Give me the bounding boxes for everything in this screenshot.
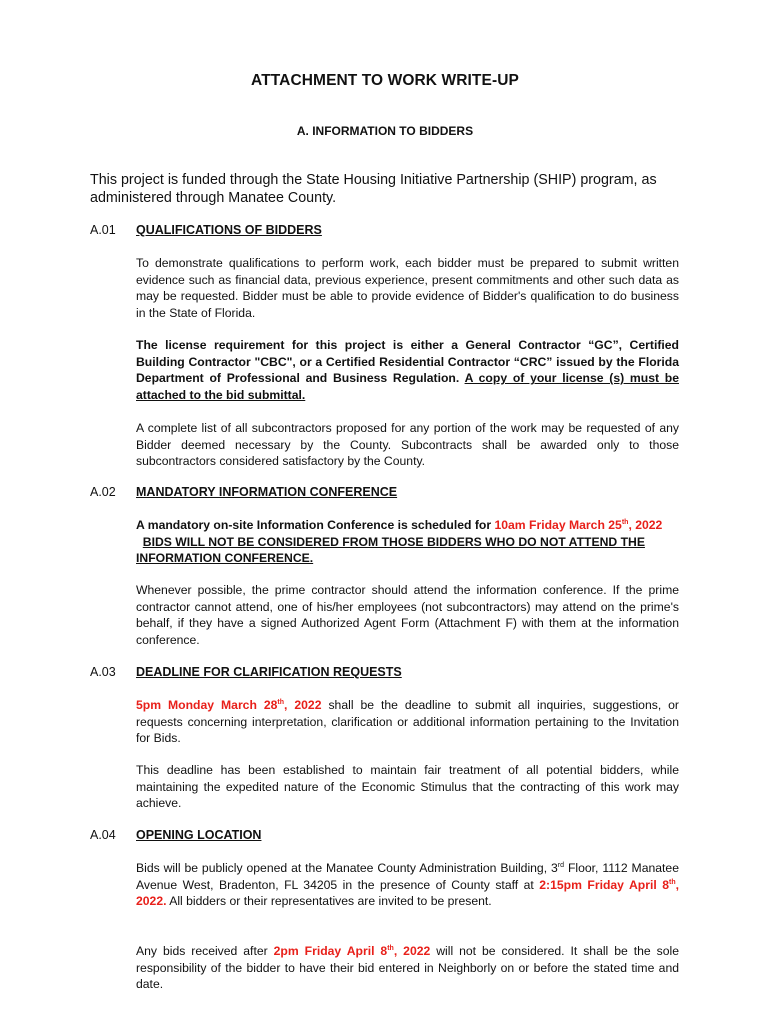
section-number-a02: A.02 [90,485,116,499]
intro-paragraph: This project is funded through the State Housing Initiative Partnership (SHIP) program, as administered through Manatee County. [90,172,657,206]
bid-deadline-main: 2pm Friday April 8 [273,944,388,958]
bid-deadline-suffix: th [387,944,394,952]
conference-lead-text: A mandatory on-site Information Conference is scheduled for [136,518,495,532]
clarification-deadline-date [136,698,322,712]
clarification-date-suffix: th [277,698,285,706]
conference-paragraph [136,517,679,567]
opening-date-year: , 2022. [136,877,679,909]
section-heading-a04: OPENING LOCATION [136,828,262,842]
conference-gap [136,535,143,549]
section-heading-a03: DEADLINE FOR CLARIFICATION REQUESTS [136,665,402,679]
deadline-paragraph [136,697,679,747]
bid-deadline-year: , 2022 [393,944,431,958]
opening-text-c: All bidders or their representatives are invited to be present. [166,894,492,909]
section-number-a03: A.03 [90,665,116,679]
prime-contractor-paragraph: Whenever possible, the prime contractor should attend the information conference. If the prime contractor cannot attend, one of his/her employees (not subcontractors) may attend on the prime's behalf, if they have a signed Authorized Agent Form (Attachment F) with them at the information conference. [136,583,679,647]
late-bids-paragraph [136,943,679,993]
conference-date [494,518,662,532]
section-heading-a01: QUALIFICATIONS OF BIDDERS [136,223,322,237]
conference-date-main: 10am Friday March 25 [494,518,622,532]
section-number-a01: A.01 [90,223,116,237]
deadline-rest-text: shall be the deadline to submit all inquiries, suggestions, or requests concerning interpretation, clarification or additional information pertaining to the Invitation for Bids. [136,698,679,746]
conference-mandatory-notice: BIDS WILL NOT BE CONSIDERED FROM THOSE BIDDERS WHO DO NOT ATTEND THE INFORMATION CONFERENCE. [136,534,645,566]
opening-text-a: Bids will be publicly opened at the Manatee County Administration Building, 3 [136,861,558,875]
conference-date-year: , 2022 [628,518,663,532]
page-title: ATTACHMENT TO WORK WRITE-UP [251,72,519,89]
license-requirement-paragraph [136,337,679,403]
bid-deadline-date [274,944,431,958]
late-bids-text-b: will not be considered. It shall be the sole responsibility of the bidder to have their bid entered in Neighborly on or before the stated time and date. [136,944,679,992]
license-copy-notice: A copy of your license (s) must be attached to the bid submittal. [136,371,679,402]
conference-date-suffix: th [621,518,629,526]
opening-date-main: 2:15pm Friday April 8 [539,877,669,892]
opening-location-paragraph [136,860,679,910]
floor-suffix: rd [557,861,565,869]
fair-treatment-paragraph: This deadline has been established to maintain fair treatment of all potential bidders, while maintaining the expedited nature of the Economic Stimulus that the contracting of this work may achieve. [136,763,679,811]
opening-text-b: Floor, 1112 Manatee Avenue West, Bradenton, FL 34205 in the presence of County staff at [136,861,679,892]
opening-date-suffix: th [668,878,676,886]
clarification-date-main: 5pm Monday March 28 [136,698,278,712]
late-bids-text-a: Any bids received after [136,944,274,958]
section-number-a04: A.04 [90,828,116,842]
clarification-date-year: , 2022 [284,698,322,712]
section-heading-a02: MANDATORY INFORMATION CONFERENCE [136,485,398,499]
subcontractors-paragraph: A complete list of all subcontractors proposed for any portion of the work may be requested of any Bidder deemed necessary by the County. Subcontracts shall be awarded only to those subcontractors considered satisfactory by the County. [136,421,679,469]
license-requirement-text: The license requirement for this project is either a General Contractor “GC”, Certified Building Contractor "CBC", or a Certified Residential Contractor “CRC” issued by the Florida Department of Professional and Business Regulation. [136,338,679,386]
section-title: A. INFORMATION TO BIDDERS [296,124,474,138]
qualifications-paragraph: To demonstrate qualifications to perform work, each bidder must be prepared to submit written evidence such as financial data, previous experience, present commitments and other such data as may be requested. Bidder must be able to provide evidence of Bidder's qualification to do business in the State of Florida. [136,256,679,320]
